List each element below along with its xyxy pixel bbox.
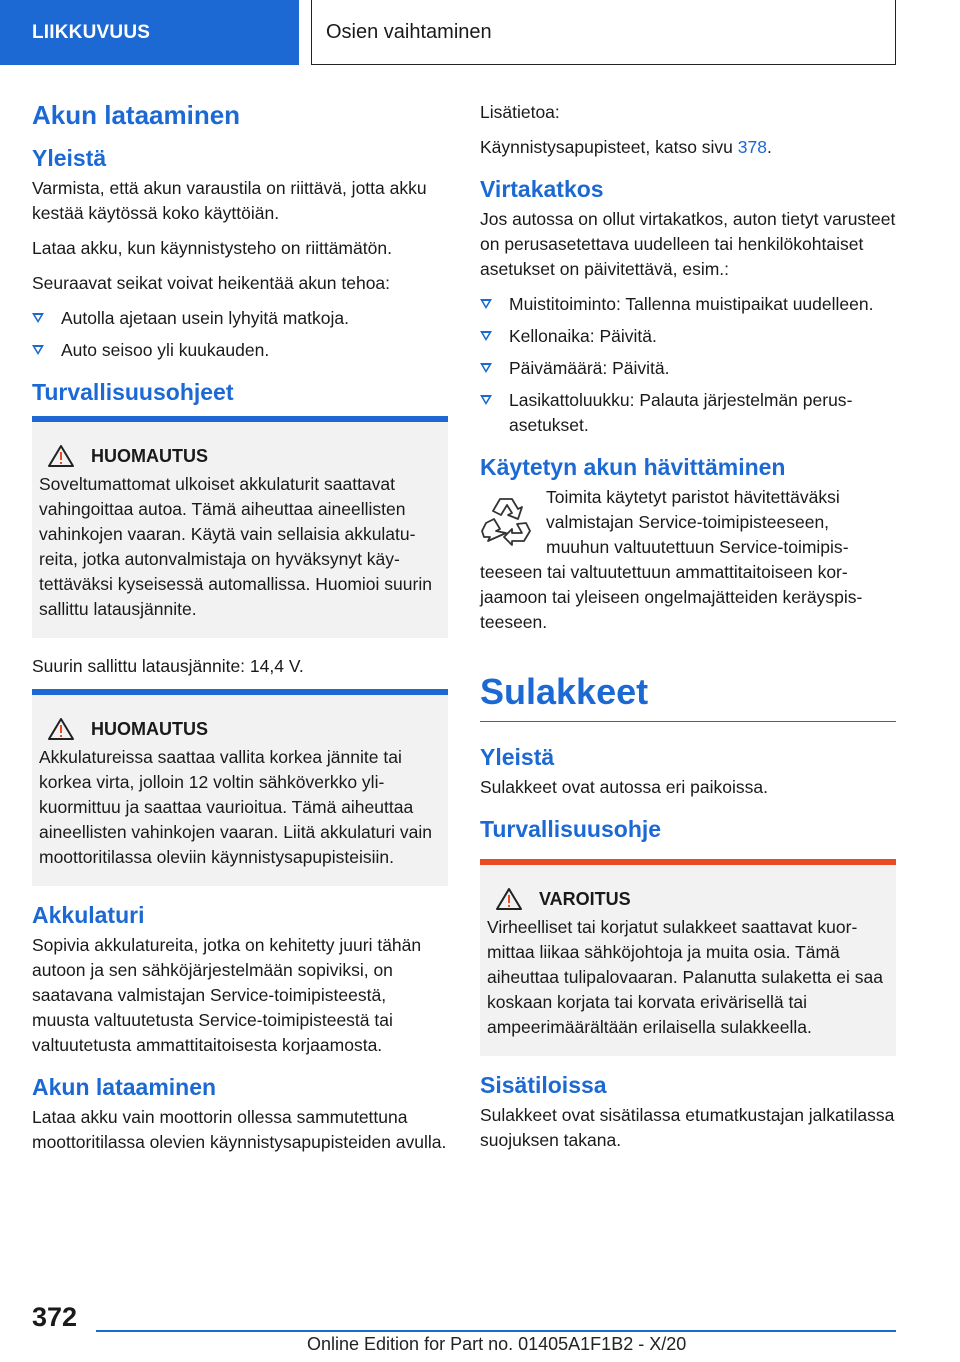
right-column	[480, 100, 896, 1163]
info-label: Lisätietoa:	[480, 102, 560, 122]
power-outage-list	[480, 292, 896, 438]
power-outage-text: Jos autossa on ollut virtakatkos, auton tietyt varusteet on perusasetettava uudelleen tai henkilökohtaiset asetukset on päivitettävä, esim.:	[480, 209, 896, 279]
list-item: Auto seisoo yli kuukauden.	[32, 338, 448, 363]
notice-text: Soveltumattomat ulkoiset akkulaturit saattavat vahingoittaa autoa. Tämä aiheuttaa aineellisten vahinkojen vaaran. Käytä vain sellaisia akkulatureita, jotka autonvalmistaja on hyväksynyt käytettäväksi kyseisessä automallissa. Huomioi suurin sallittu latausjännite.	[39, 474, 432, 619]
list-item: Päivämäärä: Päivitä.	[480, 356, 896, 381]
list-item: Kellonaika: Päivitä.	[480, 324, 896, 349]
interior-heading: Sisätiloissa	[480, 1072, 607, 1098]
general-paragraph-1: Varmista, että akun varaustila on riittävä, jotta akku kestää käytössä koko käyttöiän.	[32, 178, 427, 223]
warning-triangle-icon	[47, 444, 75, 468]
triangle-bullet-icon	[32, 313, 44, 323]
list-item: Lasikattoluukku: Palauta järjestelmän perusasetukset.	[480, 388, 896, 438]
disposal-section	[480, 485, 896, 635]
left-column	[32, 100, 448, 1165]
safety-heading: Turvallisuusohjeet	[32, 379, 234, 405]
charger-text: Sopivia akkulatureita, jotka on kehitetty juuri tähän autoon ja sen sähköjärjestelmään sopiviksi, on saatavana valmistajan Service-toimipisteestä, muusta valtuutetusta Service-toimipisteestä tai valtuutetusta ammattitaitoisesta korjaamosta.	[32, 935, 422, 1055]
general-paragraph-2: Lataa akku, kun käynnistysteho on riittämätön.	[32, 238, 392, 258]
triangle-bullet-icon	[480, 331, 492, 341]
charger-heading: Akkulaturi	[32, 902, 145, 928]
interior-text: Sulakkeet ovat sisätilassa etumatkustajan jalkatilassa suojuksen takana.	[480, 1105, 895, 1150]
header-section-label: LIIKKUVUUS	[32, 21, 151, 43]
recycle-icon	[480, 493, 532, 549]
footer-edition: Online Edition for Part no. 01405A1F1B2 - X/20	[307, 1334, 687, 1354]
notice-text: Akkulatureissa saattaa vallita korkea jännite tai korkea virta, jolloin 12 voltin sähköverkko ylikuormittuu ja saattaa vaurioitua. Tämä aiheuttaa aineellisten vahinkojen vaaran. Liitä akkulaturi vain moottoritilassa oleviin käynnistysapupisteisiin.	[39, 747, 433, 867]
charging-text: Lataa akku vain moottorin ollessa sammutettuna moottoritilassa olevien käynnistysapupisteiden avulla.	[32, 1107, 447, 1152]
triangle-bullet-icon	[32, 345, 44, 355]
charging-heading: Akun lataaminen	[32, 1074, 217, 1100]
header-section-tab	[0, 0, 299, 65]
warning-title: VAROITUS	[539, 888, 631, 909]
fuses-safety-heading: Turvallisuusohje	[480, 816, 662, 842]
list-item: Autolla ajetaan usein lyhyitä matkoja.	[32, 306, 448, 331]
fuses-heading: Sulakkeet	[480, 671, 896, 722]
page-title: Akun lataaminen	[32, 100, 241, 130]
page-number: 372	[32, 1302, 78, 1332]
header-chapter-tab	[311, 0, 896, 65]
general-heading: Yleistä	[32, 145, 107, 171]
notice-title: HUOMAUTUS	[91, 445, 208, 466]
fuses-general-text: Sulakkeet ovat autossa eri paikoissa.	[480, 777, 768, 797]
triangle-bullet-icon	[480, 395, 492, 405]
notice-title: HUOMAUTUS	[91, 718, 208, 739]
power-outage-heading: Virtakatkos	[480, 176, 604, 202]
page-link-378[interactable]: 378	[737, 137, 767, 157]
fuses-general-heading: Yleistä	[480, 744, 555, 770]
warning-triangle-icon	[47, 717, 75, 741]
header-chapter-label: Osien vaihtaminen	[326, 20, 492, 43]
max-voltage-text: Suurin sallittu latausjännite: 14,4 V.	[32, 656, 304, 676]
footer-divider	[96, 1330, 896, 1332]
warning-text: Virheelliset tai korjatut sulakkeet saattavat kuormittaa liikaa sähköjohtoja ja muita osia. Tämä aiheuttaa tulipalovaaran. Palanutta sulaketta ei saa koskaan korjata tai korvata erivärisellä tai ampeerimäärältään erilaisella sulakkeella.	[487, 917, 883, 1037]
warning-triangle-icon	[495, 887, 523, 911]
triangle-bullet-icon	[480, 363, 492, 373]
list-item: Muistitoiminto: Tallenna muistipaikat uudelleen.	[480, 292, 896, 317]
jump-start-reference: Käynnistysapupisteet, katso sivu 378.	[480, 137, 772, 157]
notice-box-voltage	[32, 689, 448, 886]
battery-drain-list	[32, 306, 448, 363]
warning-box-fuses	[480, 859, 896, 1056]
notice-box-charger	[32, 416, 448, 638]
disposal-text: Toimita käytetyt paristot hävitettäväksi valmistajan Service-toimipisteeseen, muuhun valtuutettuun Service-toimipisteeseen tai valtuutettuun ammattitaitoiseen korjaamoon tai yleiseen ongelmajätteiden keräyspisteeseen.	[480, 487, 863, 632]
disposal-heading: Käytetyn akun hävittäminen	[480, 454, 786, 480]
triangle-bullet-icon	[480, 299, 492, 309]
general-paragraph-3: Seuraavat seikat voivat heikentää akun tehoa:	[32, 273, 391, 293]
